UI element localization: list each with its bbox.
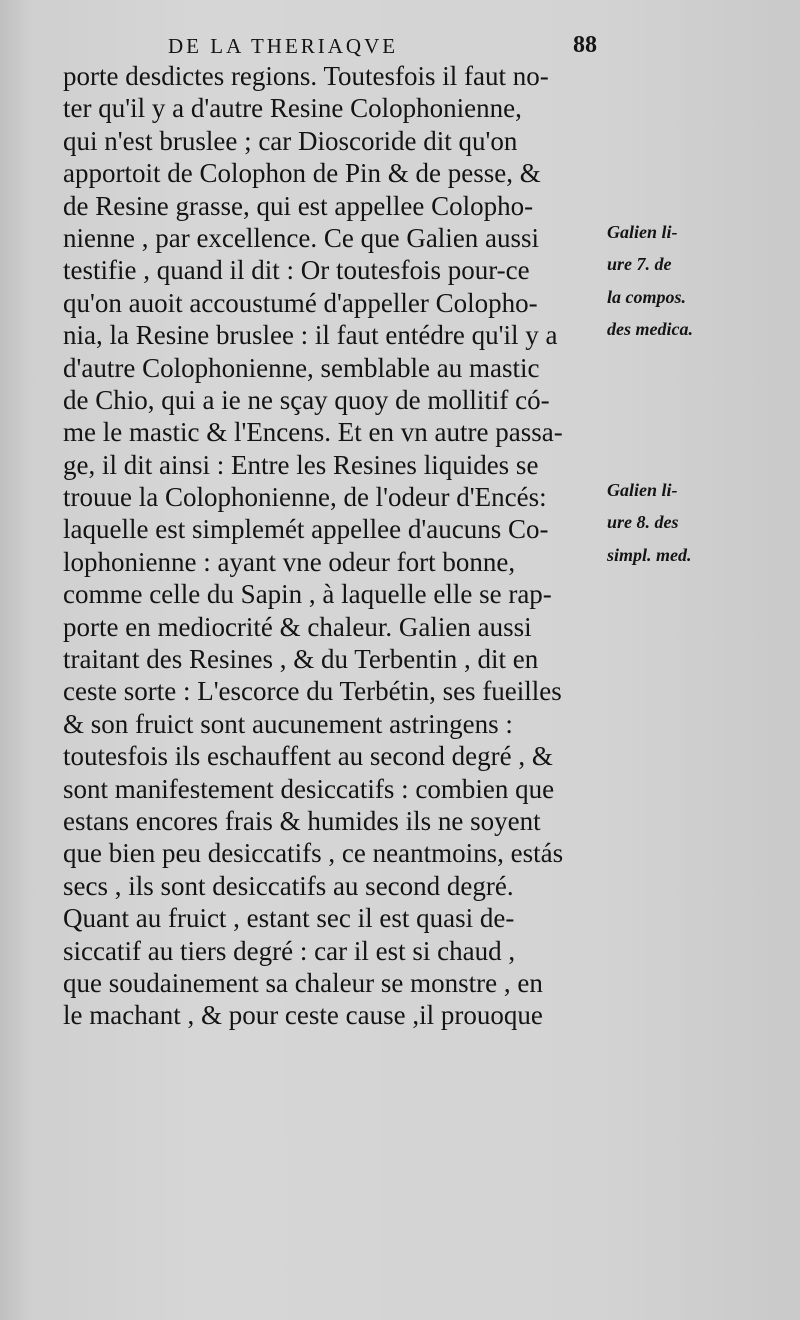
page-number: 88 bbox=[573, 32, 597, 58]
text-line: qui n'est bruslee ; car Dioscoride dit qu'on bbox=[63, 125, 518, 156]
text-line: Quant au fruict , estant sec il est quasi de- bbox=[63, 903, 515, 934]
text-line: apportoit de Colophon de Pin & de pesse, & bbox=[63, 158, 541, 189]
text-line: que bien peu desiccatifs , ce neantmoins, estás bbox=[63, 838, 564, 869]
text-line: & son fruict sont aucunement astringens : bbox=[63, 708, 513, 739]
text-line: siccatif au tiers degré : car il est si chaud , bbox=[63, 935, 516, 966]
text-line: sont manifestement desiccatifs : combien que bbox=[63, 773, 555, 804]
text-line: d'autre Colophonienne, semblable au mastic bbox=[63, 352, 540, 383]
text-line: ceste sorte : L'escorce du Terbétin, ses fueilles bbox=[63, 676, 562, 707]
text-line: le machant , & pour ceste cause ,il prouoque bbox=[63, 1000, 543, 1031]
margin-note-line: des medica. bbox=[607, 319, 693, 340]
margin-note-line: Galien li- bbox=[607, 480, 678, 500]
text-line: laquelle est simplemét appellee d'aucuns Co- bbox=[63, 514, 549, 545]
text-line: porte desdictes regions. Toutesfois il faut no- bbox=[63, 61, 549, 91]
running-title: DE LA THERIAQVE bbox=[168, 34, 399, 58]
text-line: secs , ils sont desiccatifs au second degré. bbox=[63, 870, 514, 901]
body-text bbox=[63, 60, 608, 1032]
text-line: porte en mediocrité & chaleur. Galien aussi bbox=[63, 611, 532, 642]
margin-note-line: ure 8. des bbox=[607, 512, 679, 533]
margin-note-galien-compos bbox=[607, 216, 797, 346]
text-line: lophonienne : ayant vne odeur fort bonne, bbox=[63, 546, 516, 577]
text-line: ge, il dit ainsi : Entre les Resines liquides se bbox=[63, 449, 539, 480]
text-line: traitant des Resines , & du Terbentin , dit en bbox=[63, 644, 539, 675]
text-line: ter qu'il y a d'autre Resine Colophonienne, bbox=[63, 93, 522, 124]
text-line: que soudainement sa chaleur se monstre , en bbox=[63, 967, 543, 998]
text-line: trouue la Colophonienne, de l'odeur d'Encés: bbox=[63, 482, 547, 513]
text-line: de Resine grasse, qui est appellee Colopho- bbox=[63, 190, 534, 221]
margin-note-line: ure 7. de bbox=[607, 254, 672, 275]
text-line: nienne , par excellence. Ce que Galien aussi bbox=[63, 222, 540, 253]
text-line: testifie , quand il dit : Or toutesfois pour-ce bbox=[63, 255, 530, 286]
margin-note-galien-simpl bbox=[607, 474, 797, 571]
text-line: me le mastic & l'Encens. Et en vn autre passa- bbox=[63, 417, 563, 448]
text-line: toutesfois ils eschauffent au second degré , & bbox=[63, 741, 553, 772]
text-line: de Chio, qui a ie ne sçay quoy de mollitif có- bbox=[63, 384, 550, 415]
text-line: qu'on auoit accoustumé d'appeller Colopho- bbox=[63, 287, 538, 318]
margin-note-line: Galien li- bbox=[607, 222, 678, 242]
text-line: estans encores frais & humides ils ne soyent bbox=[63, 805, 541, 836]
text-line: comme celle du Sapin , à laquelle elle se rap- bbox=[63, 579, 552, 610]
text-line: nia, la Resine bruslee : il faut entédre qu'il y a bbox=[63, 320, 558, 351]
margin-note-line: simpl. med. bbox=[607, 544, 692, 565]
margin-note-line: la compos. bbox=[607, 286, 686, 307]
